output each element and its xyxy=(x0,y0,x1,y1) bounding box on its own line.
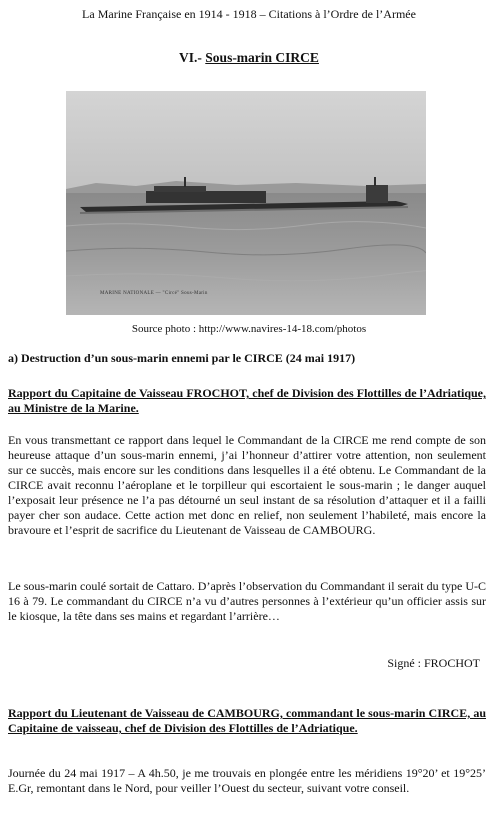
section-name: Sous-marin CIRCE xyxy=(205,50,319,65)
subsection-heading: a) Destruction d’un sous-marin ennemi par le CIRCE (24 mai 1917) xyxy=(8,351,356,365)
rapport-heading: Rapport du Capitaine de Vaisseau FROCHOT, chef de Division des Flottilles de l’Adriatique, au Ministre de la Marine. xyxy=(8,386,486,415)
signature: Signé : FROCHOT xyxy=(387,656,480,670)
photo-source: Source photo : http://www.navires-14-18.com/photos xyxy=(131,323,367,335)
body-paragraph: Journée du 24 mai 1917 – A 4h.50, je me trouvais en plongée entre les méridiens 19°20’ et 19°25’ E.Gr, remontant dans le Nord, pour veiller l’Ouest du secteur, suivant votre conseil. xyxy=(8,766,486,795)
section-number: VI.- xyxy=(179,50,206,65)
section-title xyxy=(0,50,498,66)
body-paragraph: Le sous-marin coulé sortait de Cattaro. D’après l’observation du Commandant il serait du type U-C 16 à 79. Le commandant du CIRCE n’a vu d’autres personnes à l’extérieur qu’un officier assis sur le kiosque, la tête dans ses mains et regardant l’arrière… xyxy=(8,579,486,623)
document-header: La Marine Française en 1914 - 1918 – Citations à l’Ordre de l’Armée xyxy=(82,7,416,21)
body-paragraph: En vous transmettant ce rapport dans lequel le Commandant de la CIRCE me rend compte de son heureuse attaque d’un sous-marin ennemi, j’ai l’honneur d’attirer votre attention, non seulement sur ce succès, mais encore sur les conditions dans lesquelles il a été obtenu. Le Commandant de la CIRCE avait reconnu l’aéroplane et le torpilleur qui escortaient le sous-marin ; le danger auquel l’exposait leur présence ne l’a pas détourné un seul instant de sa résolution d’attaquer et il a failli payer cher son audace. Cette action met donc en relief, non seulement l’habileté, mais encore la bravoure et l’esprit de sacrifice du Lieutenant de Vaisseau de CAMBOURG. xyxy=(8,433,486,537)
submarine-photo-drawing xyxy=(66,91,426,315)
submarine-photo xyxy=(66,91,426,315)
photo-caption: MARINE NATIONALE — "Circé" Sous-Marin xyxy=(100,291,208,296)
rapport-heading: Rapport du Lieutenant de Vaisseau de CAMBOURG, commandant le sous-marin CIRCE, au Capitaine de vaisseau, chef de Division des Flottilles de l’Adriatique. xyxy=(8,706,486,735)
